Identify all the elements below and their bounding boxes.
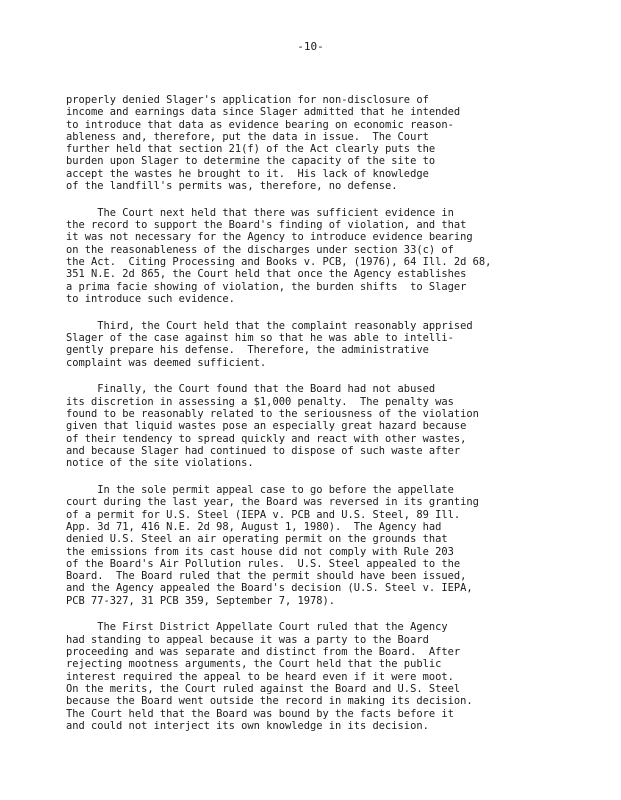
- text-line: accept the wastes he brought to it. His lack of knowledge: [66, 167, 429, 180]
- text-line: denied U.S. Steel an air operating permit on the grounds that: [66, 533, 448, 546]
- text-line: App. 3d 71, 416 N.E. 2d 98, August 1, 1980). The Agency had: [66, 520, 442, 533]
- text-line: and the Agency appealed the Board's decision (U.S. Steel v. IEPA,: [66, 582, 473, 595]
- paragraph: [66, 207, 566, 305]
- text-line: The Court held that the Board was bound by the facts before it: [66, 707, 454, 720]
- text-line: notice of the site violations.: [66, 457, 254, 470]
- text-line: it was not necessary for the Agency to introduce evidence bearing: [66, 231, 473, 244]
- text-line: Board. The Board ruled that the permit should have been issued,: [66, 570, 467, 583]
- text-line: proceeding and was separate and distinct from the Board. After: [66, 646, 461, 659]
- text-line: to introduce that data as evidence bearing on economic reason-: [66, 118, 454, 131]
- text-line: to introduce such evidence.: [66, 292, 235, 305]
- text-line: a prima facie showing of violation, the burden shifts to Slager: [66, 280, 467, 293]
- paragraph: [66, 320, 566, 369]
- paragraph: [66, 383, 566, 469]
- text-line: PCB 77-327, 31 PCB 359, September 7, 1978).: [66, 594, 335, 607]
- text-line: on the reasonableness of the discharges under section 33(c) of: [66, 243, 454, 256]
- text-line: In the sole permit appeal case to go before the appellate: [66, 484, 454, 497]
- text-line: of their tendency to spread quickly and react with other wastes,: [66, 432, 467, 445]
- text-line: burden upon Slager to determine the capacity of the site to: [66, 155, 436, 168]
- text-line: 351 N.E. 2d 865, the Court held that once the Agency establishes: [66, 268, 467, 281]
- paragraph: [66, 94, 566, 192]
- text-line: given that liquid wastes pose an especially great hazard because: [66, 420, 467, 433]
- text-line: further held that section 21(f) of the Act clearly puts the: [66, 143, 436, 156]
- paragraph: [66, 484, 566, 607]
- text-line: the Act. Citing Processing and Books v. PCB, (1976), 64 Ill. 2d 68,: [66, 256, 492, 269]
- text-line: the record to support the Board's finding of violation, and that: [66, 219, 467, 232]
- body-text: [66, 94, 566, 747]
- text-line: interest required the appeal to be heard even if it were moot.: [66, 670, 454, 683]
- text-line: The Court next held that there was sufficient evidence in: [66, 206, 454, 219]
- text-line: of the Board's Air Pollution rules. U.S. Steel appealed to the: [66, 557, 461, 570]
- text-line: On the merits, the Court ruled against the Board and U.S. Steel: [66, 682, 461, 695]
- text-line: court during the last year, the Board was reversed in its granting: [66, 496, 479, 509]
- text-line: gently prepare his defense. Therefore, the administrative: [66, 344, 429, 357]
- text-line: income and earnings data since Slager admitted that he intended: [66, 106, 461, 119]
- text-line: its discretion in assessing a $1,000 penalty. The penalty was: [66, 395, 454, 408]
- text-line: Finally, the Court found that the Board had not abused: [66, 383, 436, 396]
- text-line: and could not interject its own knowledge in its decision.: [66, 719, 429, 732]
- text-line: of a permit for U.S. Steel (IEPA v. PCB and U.S. Steel, 89 Ill.: [66, 508, 461, 521]
- text-line: complaint was deemed sufficient.: [66, 356, 267, 369]
- text-line: the emissions from its cast house did not comply with Rule 203: [66, 545, 454, 558]
- text-line: and because Slager had continued to dispose of such waste after: [66, 444, 461, 457]
- text-line: had standing to appeal because it was a party to the Board: [66, 633, 429, 646]
- paragraph: [66, 621, 566, 732]
- text-line: ableness and, therefore, put the data in issue. The Court: [66, 130, 429, 143]
- text-line: Third, the Court held that the complaint reasonably apprised: [66, 319, 473, 332]
- text-line: because the Board went outside the record in making its decision.: [66, 695, 473, 708]
- text-line: The First District Appellate Court ruled that the Agency: [66, 621, 448, 634]
- text-line: properly denied Slager's application for non-disclosure of: [66, 94, 429, 106]
- text-line: Slager of the case against him so that he was able to intelli-: [66, 332, 454, 345]
- text-line: found to be reasonably related to the seriousness of the violation: [66, 408, 479, 421]
- text-line: of the landfill's permits was, therefore, no defense.: [66, 180, 398, 193]
- text-line: rejecting mootness arguments, the Court held that the public: [66, 658, 442, 671]
- page-number: -10-: [297, 40, 324, 53]
